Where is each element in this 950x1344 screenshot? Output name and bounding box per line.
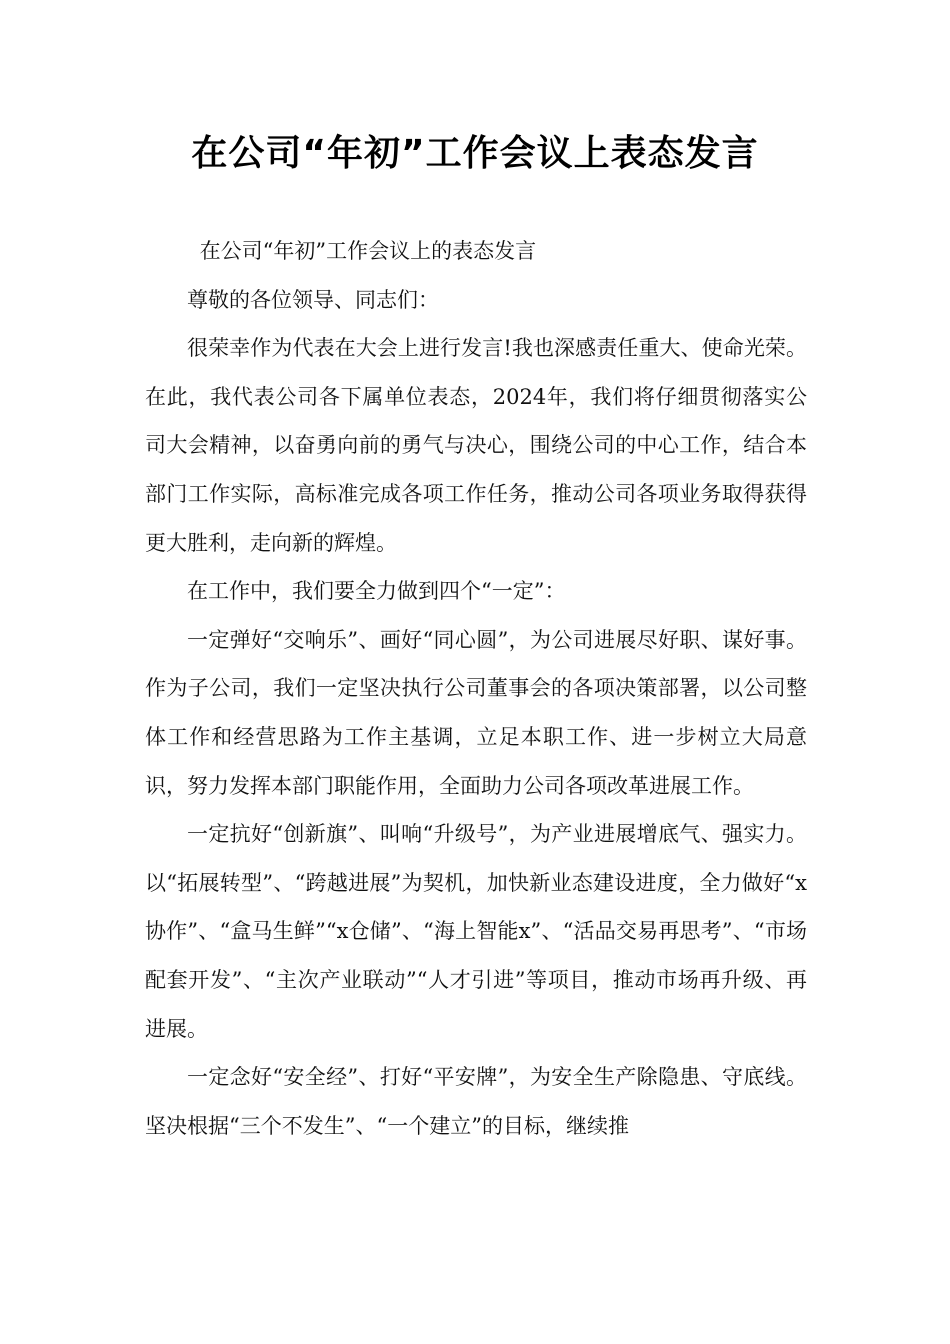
document-subtitle: 在公司“年初”工作会议上的表态发言 (199, 239, 537, 263)
paragraph-must-2: 一定抗好“创新旗”、叫响“升级号”，为产业进展增底气、强实力。以“拓展转型”、“跨越进展”为契机，加快新业态建设进度，全力做好“x协作”、“盒马生鲜”“x仓储”、“海上智能x”、“活品交易再思考”、“市场配套开发”、“主次产业联动”“人才引进”等项目，推动市场再升级、再进展。 (145, 822, 807, 1041)
salutation: 尊敬的各位领导、同志们： (187, 287, 439, 312)
document-title: 在公司“年初”工作会议上表态发言 (191, 133, 759, 174)
document-body (145, 227, 807, 1150)
paragraph-must-1: 一定弹好“交响乐”、画好“同心圆”，为公司进展尽好职、谋好事。作为子公司，我们一定坚决执行公司董事会的各项决策部署，以公司整体工作和经营思路为工作主基调，立足本职工作、进一步树立大局意识，努力发挥本部门职能作用，全面助力公司各项改革进展工作。 (145, 627, 807, 798)
paragraph-four-musts: 在工作中，我们要全力做到四个“一定”： (187, 579, 566, 604)
paragraph-must-3: 一定念好“安全经”、打好“平安牌”，为安全生产除隐患、守底线。坚决根据“三个不发生”、“一个建立”的目标，继续推 (145, 1065, 807, 1138)
paragraph-opening: 很荣幸作为代表在大会上进行发言!我也深感责任重大、使命光荣。在此，我代表公司各下属单位表态，2024年，我们将仔细贯彻落实公司大会精神，以奋勇向前的勇气与决心，围绕公司的中心工作，结合本部门工作实际，高标准完成各项工作任务，推动公司各项业务取得获得更大胜利，走向新的辉煌。 (145, 336, 807, 555)
